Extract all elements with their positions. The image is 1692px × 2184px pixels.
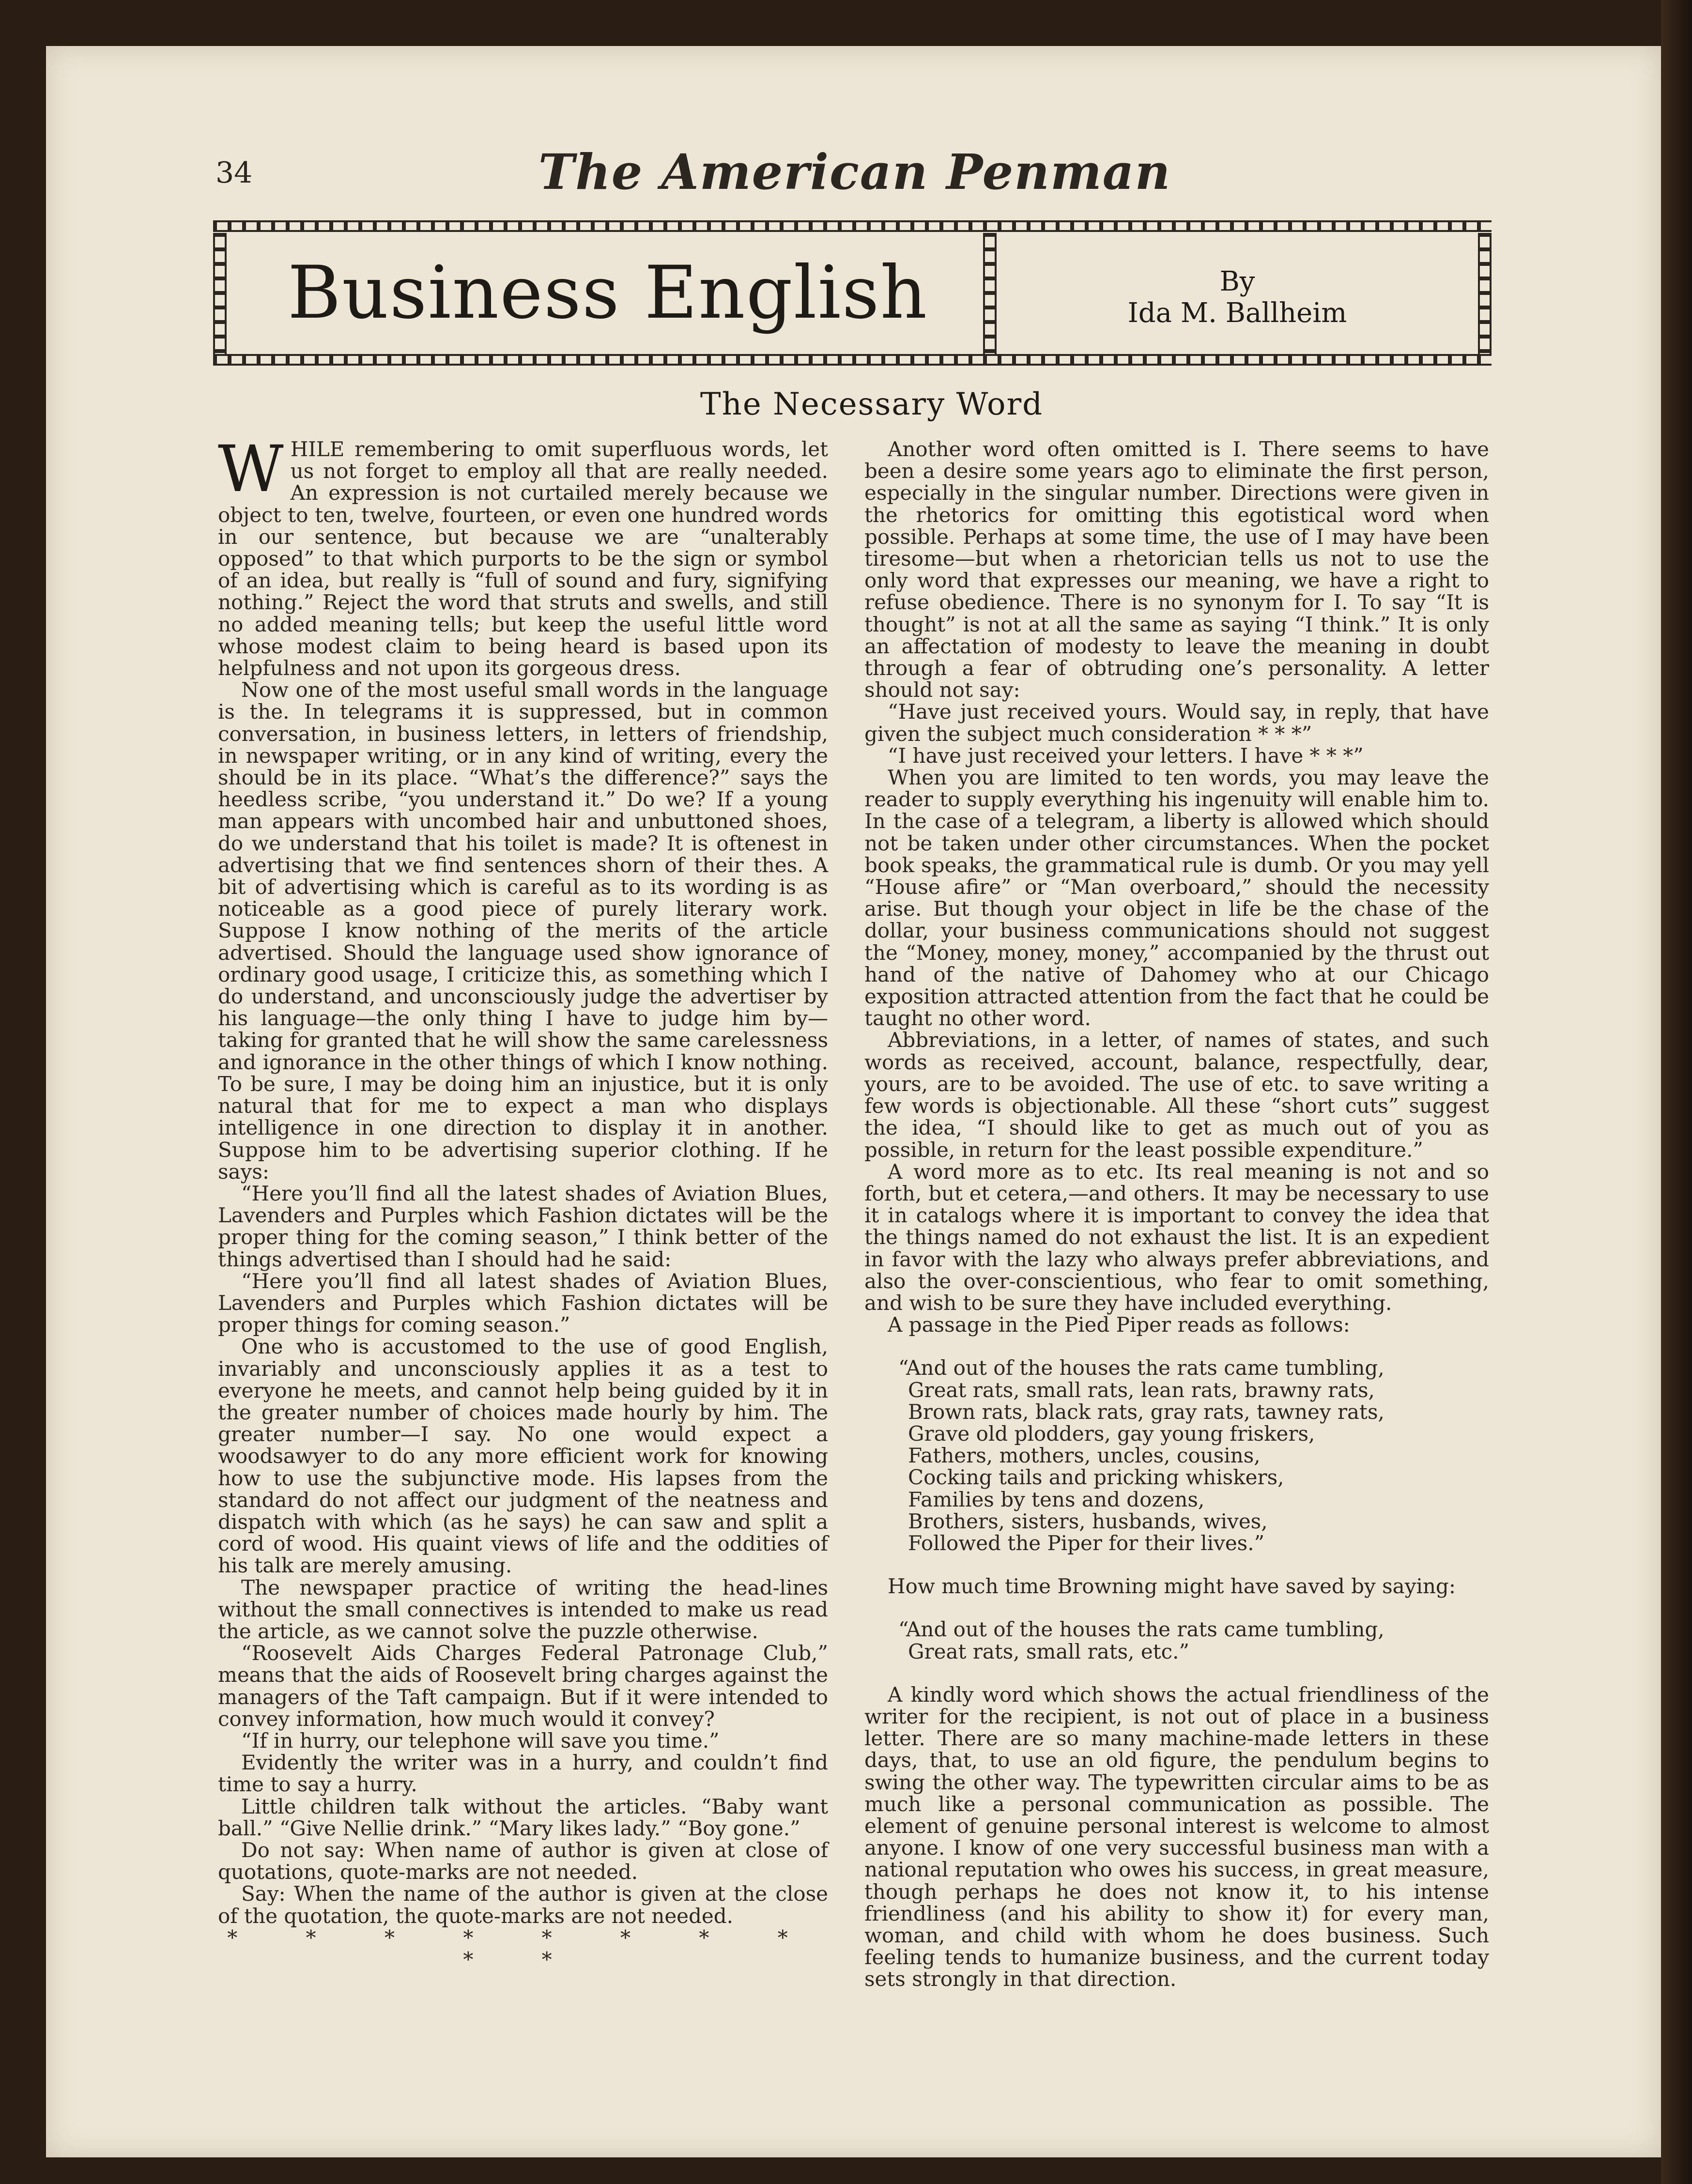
poem-line: “And out of the houses the rats came tumbling, (898, 1356, 1384, 1380)
ornamental-border-left (213, 233, 227, 354)
ornamental-border-right (1478, 233, 1492, 354)
title-box (213, 220, 1492, 366)
paragraph: Little children talk without the articles. “Baby want ball.” “Give Nellie drink.” “Mary likes lady.” “Boy gone.” (218, 1794, 828, 1840)
poem-quote (898, 1356, 1489, 1555)
paragraph: Evidently the writer was in a hurry, and couldn’t find time to say a hurry. (218, 1751, 828, 1797)
paragraph: Now one of the most useful small words in the language is the. In telegrams it is suppressed, but in common conversation, in business letters, in letters of friendship, in newspaper writing, or in any kind of writing, every the should be in its place. “What’s the difference?” says the heedless scribe, “you understand it.” Do we? If a young man appears with uncombed hair and unbuttoned shoes, do we understand that his toilet is made? It is oftenest in advertising that we find sentences shorn of their thes. A bit of advertising which is careful as to its wording is as noticeable as a good piece of purely literary work. Suppose I know nothing of the merits of the article advertised. Should the language used show ignorance of ordinary good usage, I criticize this, as something which I do understand, and unconsciously judge the advertiser by his language—the only thing I have to judge him by—taking for granted that he will show the same carelessness and ignorance in the other things of which I know nothing. To be sure, I may be doing him an injustice, but it is only natural that for me to expect a man who displays intelligence in one direction to display it in another. Suppose him to be advertising superior clothing. If he says: (218, 678, 828, 1184)
paragraph: “If in hurry, our telephone will save you time.” (241, 1728, 720, 1753)
browning-line: How much time Browning might have saved by saying: (888, 1574, 1456, 1599)
poem-line: Fathers, mothers, uncles, cousins, (908, 1444, 1261, 1468)
poem-line: Great rats, small rats, etc.” (908, 1639, 1189, 1663)
poem-line: Families by tens and dozens, (908, 1487, 1205, 1511)
short-poem-quote (898, 1617, 1489, 1663)
right-column (864, 438, 1489, 1990)
poem-line: Grave old plodders, gay young friskers, (908, 1421, 1315, 1446)
author-name: Ida M. Ballheim (1127, 297, 1347, 329)
paragraph: “Here you’ll find all the latest shades of Aviation Blues, Lavenders and Purples which Fashion dictates will be the proper thing for the coming season,” I think better of the things advertised than I should had he said: (218, 1181, 828, 1271)
article-title: Business English (287, 251, 928, 335)
masthead-title: The American Penman (538, 143, 1171, 200)
left-column (218, 432, 828, 1972)
paragraph: When you are limited to ten words, you may leave the reader to supply everything his ingenuity will enable him to. In the case of a telegram, a liberty is allowed which should not be taken under other circumstances. When the pocket book speaks, the grammatical rule is dumb. Or you may yell “House afire” or “Man overboard,” should the necessity arise. But though your object in life be the chase of the dollar, your business communications should not suggest the “Money, money, money,” accompanied by the thrust out hand of the native of Dahomey who at our Chicago exposition attracted attention from the fact that he could be taught no other word. (864, 766, 1489, 1030)
byline-prefix: By (1219, 266, 1255, 297)
paragraph: “I have just received your letters. I have * * *” (888, 743, 1364, 768)
paragraph: “Have just received yours. Would say, in reply, that have given the subject much consideration * * *” (864, 700, 1489, 746)
drop-cap: W (218, 432, 284, 507)
paragraph: A word more as to etc. Its real meaning is not and so forth, but et cetera,—and others. It may be necessary to use it in catalogs where it is important to convey the idea that the things named do not exhaust the list. It is an expedient in favor with the lazy who always prefer abbreviations, and also the over-conscientious, who fear to omit something, and wish to be sure they have included everything. (864, 1159, 1489, 1315)
poem-line: Brown rats, black rats, gray rats, tawney rats, (908, 1400, 1384, 1424)
paragraph: “Roosevelt Aids Charges Federal Patronage Club,” means that the aids of Roosevelt bring charges against the managers of the Taft campaign. But if it were intended to convey information, how much would it convey? (218, 1641, 828, 1731)
poem-line: “And out of the houses the rats came tumbling, (898, 1617, 1384, 1642)
masthead-logo (528, 138, 1182, 206)
poem-line: Brothers, sisters, husbands, wives, (908, 1509, 1268, 1533)
asterisk-divider: * * * * * * * * * * (227, 1925, 819, 1972)
paragraph: The newspaper practice of writing the head-lines without the small connectives is intended to make us read the article, as we cannot solve the puzzle otherwise. (218, 1575, 828, 1643)
paragraph: A passage in the Pied Piper reads as follows: (888, 1313, 1350, 1337)
paragraph: Say: When the name of the author is given at the close of the quotation, the quote-marks are not needed. (218, 1882, 828, 1928)
poem-line: Cocking tails and pricking whiskers, (908, 1465, 1284, 1490)
paragraph: Do not say: When name of author is given at close of quotations, quote-marks are not needed. (218, 1838, 828, 1884)
poem-line: Followed the Piper for their lives.” (908, 1531, 1265, 1555)
paragraph: A kindly word which shows the actual friendliness of the writer for the recipient, is not out of place in a business letter. There are so many machine-made letters in these days, that, to use an old figure, the pendulum begins to swing the other way. The typewritten circular aims to be as much like a personal communication as possible. The element of genuine personal interest is welcome to almost anyone. I know of one very successful business man with a national reputation who owes his success, in great measure, though perhaps he does not know it, to his intense friendliness (and his ability to show it) for every man, woman, and child with whom he does business. Such feeling tends to humanize business, and the current today sets strongly in that direction. (864, 1682, 1489, 1991)
poem-line: Great rats, small rats, lean rats, brawny rats, (908, 1378, 1375, 1402)
paragraph: “Here you’ll find all latest shades of Aviation Blues, Lavenders and Purples which Fashion dictates will be proper things for coming season.” (218, 1269, 828, 1337)
paragraph: One who is accustomed to the use of good English, invariably and unconsciously applies it as a test to everyone he meets, and cannot help being guided by it in the greater number of choices made hourly by him. The greater number—I say. No one would expect a woodsawyer to do any more efficient work for knowing how to use the subjunctive mode. His lapses from the standard do not affect our judgment of the neatness and dispatch with which (as he says) he can saw and split a cord of wood. His quaint views of life and the oddities of his talk are merely amusing. (218, 1335, 828, 1578)
article-subtitle: The Necessary Word (700, 386, 1044, 422)
paragraph: Abbreviations, in a letter, of names of states, and such words as received, account, balance, respectfully, dear, yours, are to be avoided. The use of etc. to save writing a few words is objectionable. All these “short cuts” suggest the idea, “I should like to get as much out of you as possible, in return for the least possible expenditure.” (864, 1028, 1489, 1162)
scan-edge (1661, 0, 1692, 2184)
page-number: 34 (215, 156, 253, 190)
paragraph: WHILE remembering to omit superfluous words, let us not forget to employ all that are really needed. An expression is not curtailed merely because we object to ten, twelve, fourteen, or even one hundred words in our sentence, but because we are “unalterably opposed” to that which purports to be the sign or symbol of an idea, but really is “full of sound and fury, signifying nothing.” Reject the word that struts and swells, and still no added meaning tells; but keep the useful little word whose modest claim to being heard is based upon its helpfulness and not upon its gorgeous dress. (218, 432, 828, 680)
ornamental-border-divider (983, 233, 997, 354)
paragraph: Another word often omitted is I. There seems to have been a desire some years ago to eliminate the first person, especially in the singular number. Directions were given in the rhetorics for omitting this egotistical word when possible. Perhaps at some time, the use of I may have been tiresome—but when a rhetorician tells us not to use the only word that expresses our meaning, we have a right to refuse obedience. There is no synonym for I. To say “It is thought” is not at all the same as saying “I think.” It is only an affectation of modesty to leave the meaning in doubt through a fear of obtruding one’s personality. A letter should not say: (864, 437, 1489, 702)
ornamental-border-top (213, 220, 1492, 232)
ornamental-border-bottom (213, 354, 1492, 366)
